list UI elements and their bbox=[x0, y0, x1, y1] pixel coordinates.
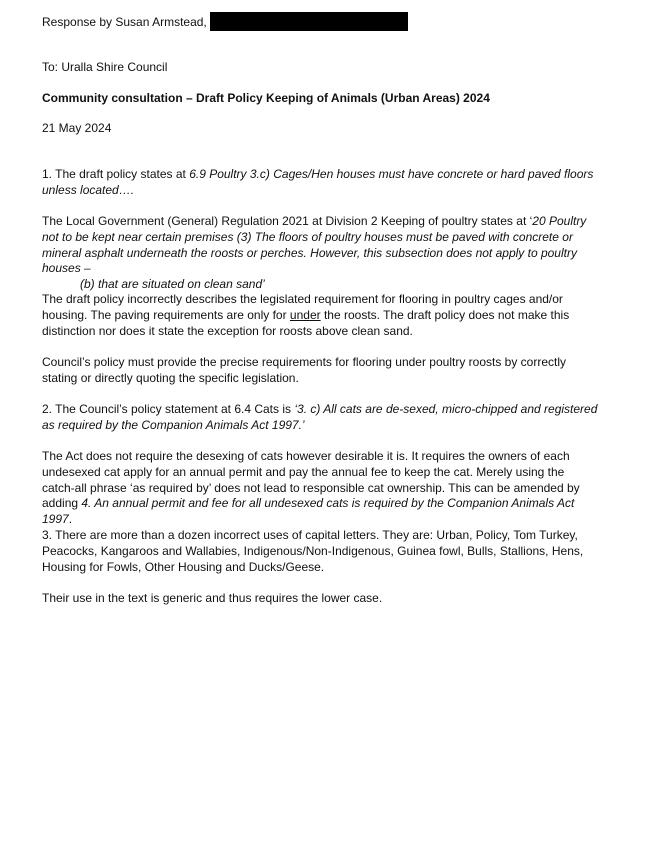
paragraph-4: Council’s policy must provide the precise requirements for flooring under poultry roosts by correctly stating or directly quoting the specific legislation. bbox=[42, 355, 567, 385]
paragraph-3 bbox=[42, 292, 598, 339]
paragraph-7: 3. There are more than a dozen incorrect uses of capital letters. They are: Urban, Policy, Tom Turkey, Peacocks, Kangaroos and Wallabies, Indigenous/Non-Indigenous, Guinea fowl, Bulls, Stallions, Hens, Housing for Fowls, Other Housing and Ducks/Geese. bbox=[42, 528, 584, 574]
paragraph-6 bbox=[42, 449, 598, 528]
document-date: 21 May 2024 bbox=[42, 121, 112, 135]
paragraph-1-text: 1. The draft policy states at bbox=[42, 167, 190, 181]
document-title: Community consultation – Draft Policy Keeping of Animals (Urban Areas) 2024 bbox=[42, 91, 490, 105]
paragraph-5-quote: ‘3. c) All cats are de-sexed, micro-chipped and registered as required by the Companion Animals Act 1997.’ bbox=[42, 402, 598, 432]
paragraph-2-quote: 20 Poultry not to be kept near certain premises (3) The floors of poultry houses must be paved with concrete or mineral asphalt underneath the roosts or perches. However, this subsection does not apply to poultry houses – bbox=[42, 214, 587, 276]
paragraph-3-text: The draft policy incorrectly describes the legislated requirement for flooring in poultry cages and/or housing. The paving requirements are only for bbox=[42, 292, 563, 322]
paragraph-6-end: . bbox=[68, 512, 73, 527]
paragraph-2-text: The Local Government (General) Regulation 2021 at Division 2 Keeping of poultry states at ‘ bbox=[42, 214, 533, 228]
recipient-line: To: Uralla Shire Council bbox=[42, 60, 168, 74]
redaction-bar bbox=[210, 12, 408, 31]
response-by-text: Response by Susan Armstead, bbox=[42, 15, 207, 29]
paragraph-2-subclause: (b) that are situated on clean sand’ bbox=[80, 277, 265, 292]
paragraph-5-text: 2. The Council’s policy statement at 6.4 Cats is bbox=[42, 402, 295, 416]
paragraph-5 bbox=[42, 402, 598, 434]
paragraph-8: Their use in the text is generic and thus requires the lower case. bbox=[42, 591, 383, 605]
response-by-line bbox=[42, 12, 598, 31]
paragraph-1-quote: 6.9 Poultry 3.c) Cages/Hen houses must have concrete or hard paved floors unless located…. bbox=[42, 167, 594, 197]
paragraph-3-emphasis: under bbox=[289, 307, 321, 322]
paragraph-3-end: the roosts. The draft policy does not make this distinction nor does it state the exception for roosts above clean sand. bbox=[42, 307, 570, 338]
paragraph-2 bbox=[42, 214, 598, 293]
paragraph-1 bbox=[42, 167, 598, 199]
paragraph-6-quote: 4. An annual permit and fee for all undesexed cats is required by the Companion Animals Act 1997 bbox=[42, 496, 575, 527]
paragraph-6-text: The Act does not require the desexing of cats however desirable it is. It requires the owners of each undesexed cat apply for an annual permit and pay the annual fee to keep the cat. Merely using the catch-all phrase ‘as required by’ does not lead to responsible cat ownership. This can be amended by adding bbox=[42, 449, 580, 511]
